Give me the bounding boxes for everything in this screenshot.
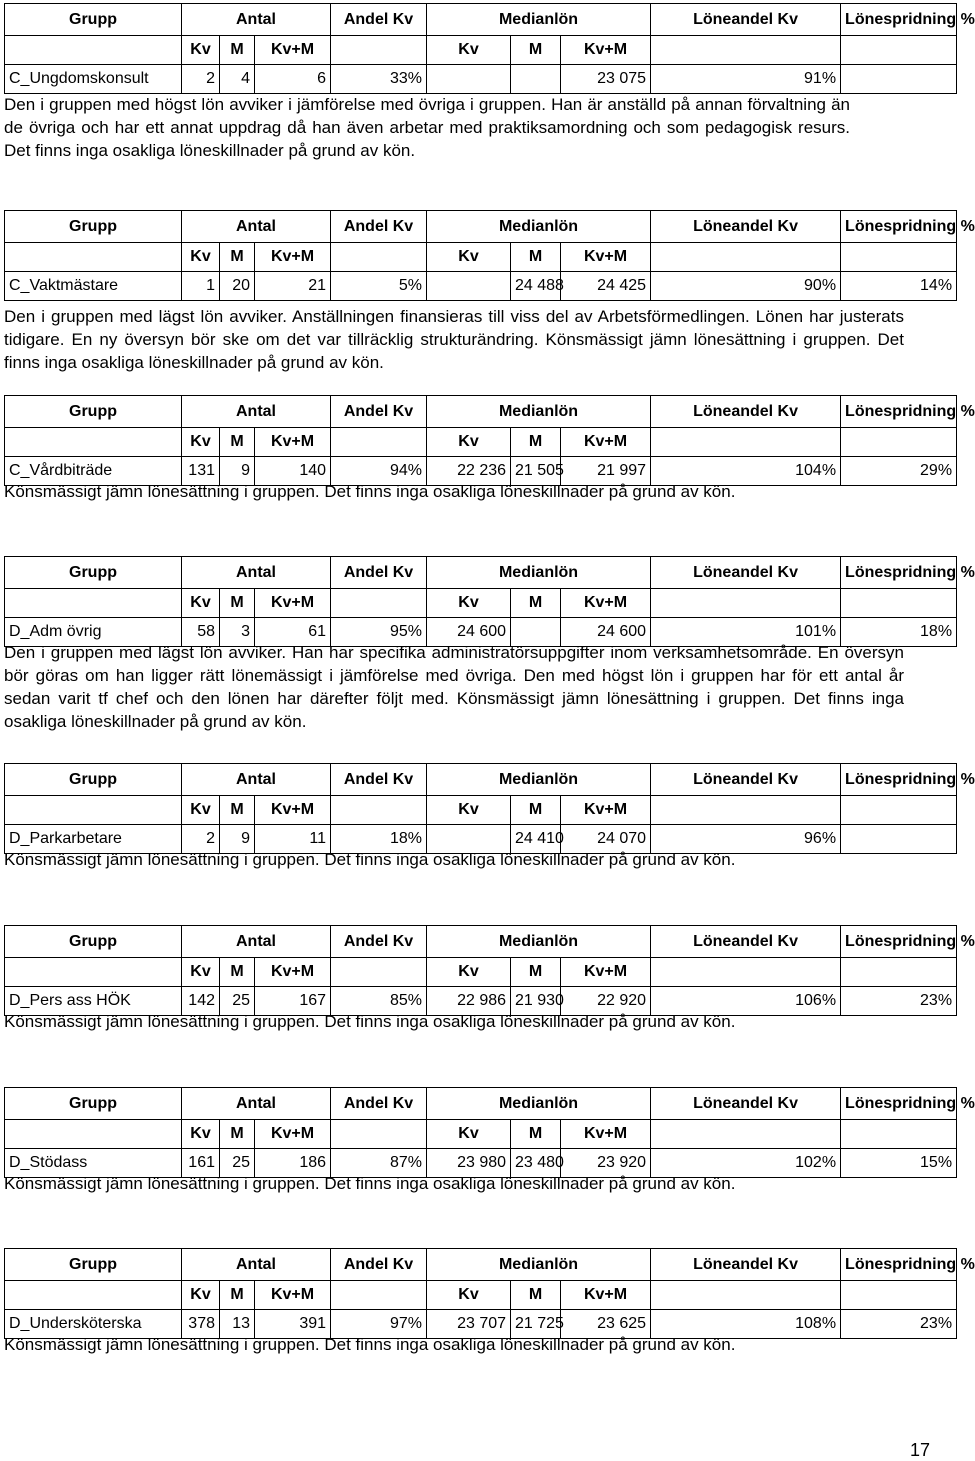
loneandel-kv: 96% (651, 825, 841, 854)
header-loneandel-kv: Löneandel Kv (651, 4, 841, 36)
subheader-row (5, 428, 957, 457)
header-row (5, 557, 957, 589)
subheader-antal-m: M (220, 796, 255, 825)
header-row (5, 1249, 957, 1281)
group-comment: Könsmässigt jämn lönesättning i gruppen. Det finns inga osakliga löneskillnader på grund av kön. (4, 1335, 736, 1354)
loneandel-kv: 106% (651, 987, 841, 1016)
group-name: C_Vaktmästare (5, 272, 182, 301)
median-m: 21 725 (511, 1310, 561, 1339)
subheader-row (5, 1281, 957, 1310)
header-grupp: Grupp (5, 396, 182, 428)
andel-kv: 94% (331, 457, 427, 486)
header-antal: Antal (182, 764, 331, 796)
header-medianlon: Medianlön (427, 557, 651, 589)
median-kv (427, 65, 511, 94)
antal-m: 13 (220, 1310, 255, 1339)
subheader-antal-kv: Kv (182, 243, 220, 272)
antal-kv: 1 (182, 272, 220, 301)
subheader-median-kv: Kv (427, 589, 511, 618)
header-andel-kv: Andel Kv (331, 396, 427, 428)
median-m: 24 488 (511, 272, 561, 301)
antal-m: 20 (220, 272, 255, 301)
header-lonespridning: Lönespridning % (841, 4, 957, 36)
subheader-median-kv: Kv (427, 243, 511, 272)
lonespridning (841, 65, 957, 94)
subheader-median-kvm: Kv+M (561, 36, 651, 65)
header-lonespridning: Lönespridning % (841, 1088, 957, 1120)
antal-kv: 161 (182, 1149, 220, 1178)
loneandel-kv: 108% (651, 1310, 841, 1339)
group-name: D_Pers ass HÖK (5, 987, 182, 1016)
header-medianlon: Medianlön (427, 764, 651, 796)
subheader-median-kv: Kv (427, 796, 511, 825)
subheader-median-m: M (511, 36, 561, 65)
header-loneandel-kv: Löneandel Kv (651, 764, 841, 796)
header-row (5, 4, 957, 36)
header-loneandel-kv: Löneandel Kv (651, 557, 841, 589)
header-andel-kv: Andel Kv (331, 211, 427, 243)
antal-m: 9 (220, 457, 255, 486)
header-grupp: Grupp (5, 1088, 182, 1120)
subheader-antal-kv: Kv (182, 36, 220, 65)
andel-kv: 18% (331, 825, 427, 854)
andel-kv: 33% (331, 65, 427, 94)
loneandel-kv: 91% (651, 65, 841, 94)
subheader-row (5, 1120, 957, 1149)
antal-kv: 2 (182, 65, 220, 94)
antal-kv: 58 (182, 618, 220, 647)
subheader-row (5, 243, 957, 272)
antal-kvm: 21 (255, 272, 331, 301)
subheader-antal-m: M (220, 243, 255, 272)
subheader-antal-m: M (220, 1120, 255, 1149)
header-lonespridning: Lönespridning % (841, 1249, 957, 1281)
antal-kvm: 186 (255, 1149, 331, 1178)
subheader-antal-kv: Kv (182, 1281, 220, 1310)
median-kv: 23 980 (427, 1149, 511, 1178)
header-grupp: Grupp (5, 926, 182, 958)
group-name: D_Adm övrig (5, 618, 182, 647)
salary-table (4, 763, 975, 854)
header-lonespridning: Lönespridning % (841, 396, 957, 428)
median-m: 24 410 (511, 825, 561, 854)
subheader-row (5, 589, 957, 618)
header-andel-kv: Andel Kv (331, 764, 427, 796)
subheader-median-m: M (511, 428, 561, 457)
subheader-median-kvm: Kv+M (561, 428, 651, 457)
median-kvm: 24 425 (561, 272, 651, 301)
subheader-median-m: M (511, 1281, 561, 1310)
subheader-antal-kvm: Kv+M (255, 1281, 331, 1310)
loneandel-kv: 102% (651, 1149, 841, 1178)
andel-kv: 95% (331, 618, 427, 647)
median-kv (427, 272, 511, 301)
antal-m: 25 (220, 1149, 255, 1178)
header-andel-kv: Andel Kv (331, 1249, 427, 1281)
header-antal: Antal (182, 926, 331, 958)
andel-kv: 85% (331, 987, 427, 1016)
group-comment: Könsmässigt jämn lönesättning i gruppen. Det finns inga osakliga löneskillnader på grund av kön. (4, 482, 736, 501)
median-kv: 24 600 (427, 618, 511, 647)
subheader-median-kvm: Kv+M (561, 243, 651, 272)
antal-kv: 131 (182, 457, 220, 486)
subheader-antal-kvm: Kv+M (255, 796, 331, 825)
header-medianlon: Medianlön (427, 1249, 651, 1281)
group-comment: Den i gruppen med lägst lön avviker. Anställningen finansieras till viss del av Arbetsförmedlingen. Lönen har justerats tidigare. En ny översyn bör ske om det var tillräcklig strukturändring. Könsmässigt jämn lönesättning i gruppen. Det finns inga osakliga löneskillnader på grund av kön. (4, 307, 904, 372)
subheader-antal-kv: Kv (182, 796, 220, 825)
group-comment: Könsmässigt jämn lönesättning i gruppen. Det finns inga osakliga löneskillnader på grund av kön. (4, 1012, 736, 1031)
antal-kvm: 11 (255, 825, 331, 854)
lonespridning: 29% (841, 457, 957, 486)
median-m: 23 480 (511, 1149, 561, 1178)
group-name: D_Parkarbetare (5, 825, 182, 854)
data-row (5, 65, 957, 94)
header-loneandel-kv: Löneandel Kv (651, 211, 841, 243)
data-row (5, 272, 957, 301)
antal-kvm: 61 (255, 618, 331, 647)
header-loneandel-kv: Löneandel Kv (651, 1088, 841, 1120)
loneandel-kv: 104% (651, 457, 841, 486)
subheader-median-kvm: Kv+M (561, 796, 651, 825)
header-antal: Antal (182, 396, 331, 428)
header-row (5, 1088, 957, 1120)
antal-kvm: 6 (255, 65, 331, 94)
subheader-antal-kvm: Kv+M (255, 36, 331, 65)
antal-kvm: 140 (255, 457, 331, 486)
andel-kv: 87% (331, 1149, 427, 1178)
subheader-median-kv: Kv (427, 958, 511, 987)
andel-kv: 97% (331, 1310, 427, 1339)
subheader-antal-m: M (220, 36, 255, 65)
lonespridning: 14% (841, 272, 957, 301)
group-name: D_Undersköterska (5, 1310, 182, 1339)
salary-table (4, 925, 975, 1016)
header-antal: Antal (182, 4, 331, 36)
median-kvm: 24 070 (561, 825, 651, 854)
header-lonespridning: Lönespridning % (841, 211, 957, 243)
median-kvm: 23 075 (561, 65, 651, 94)
header-medianlon: Medianlön (427, 1088, 651, 1120)
header-andel-kv: Andel Kv (331, 1088, 427, 1120)
subheader-median-kvm: Kv+M (561, 589, 651, 618)
subheader-antal-m: M (220, 589, 255, 618)
header-grupp: Grupp (5, 764, 182, 796)
header-row (5, 211, 957, 243)
subheader-median-kv: Kv (427, 1120, 511, 1149)
subheader-antal-m: M (220, 958, 255, 987)
antal-m: 9 (220, 825, 255, 854)
subheader-median-m: M (511, 1120, 561, 1149)
subheader-median-kvm: Kv+M (561, 958, 651, 987)
median-kvm: 23 920 (561, 1149, 651, 1178)
salary-table (4, 1248, 975, 1339)
header-andel-kv: Andel Kv (331, 4, 427, 36)
salary-table (4, 210, 975, 301)
lonespridning: 23% (841, 1310, 957, 1339)
subheader-antal-kv: Kv (182, 428, 220, 457)
loneandel-kv: 90% (651, 272, 841, 301)
salary-table (4, 3, 975, 94)
median-m: 21 930 (511, 987, 561, 1016)
header-row (5, 396, 957, 428)
median-kvm: 21 997 (561, 457, 651, 486)
header-loneandel-kv: Löneandel Kv (651, 396, 841, 428)
header-loneandel-kv: Löneandel Kv (651, 1249, 841, 1281)
subheader-antal-m: M (220, 1281, 255, 1310)
salary-table (4, 395, 975, 486)
antal-kvm: 391 (255, 1310, 331, 1339)
header-grupp: Grupp (5, 211, 182, 243)
header-medianlon: Medianlön (427, 4, 651, 36)
header-row (5, 926, 957, 958)
subheader-median-m: M (511, 589, 561, 618)
lonespridning: 18% (841, 618, 957, 647)
median-kvm: 24 600 (561, 618, 651, 647)
subheader-median-kv: Kv (427, 36, 511, 65)
subheader-antal-m: M (220, 428, 255, 457)
subheader-antal-kvm: Kv+M (255, 958, 331, 987)
group-comment: Könsmässigt jämn lönesättning i gruppen. Det finns inga osakliga löneskillnader på grund av kön. (4, 850, 736, 869)
subheader-row (5, 796, 957, 825)
header-grupp: Grupp (5, 557, 182, 589)
subheader-antal-kv: Kv (182, 1120, 220, 1149)
antal-kv: 378 (182, 1310, 220, 1339)
subheader-antal-kv: Kv (182, 958, 220, 987)
header-antal: Antal (182, 1088, 331, 1120)
subheader-median-m: M (511, 958, 561, 987)
header-grupp: Grupp (5, 4, 182, 36)
header-antal: Antal (182, 211, 331, 243)
subheader-median-kvm: Kv+M (561, 1120, 651, 1149)
median-m (511, 65, 561, 94)
lonespridning (841, 825, 957, 854)
page-number: 17 (909, 1440, 930, 1460)
antal-m: 25 (220, 987, 255, 1016)
subheader-row (5, 36, 957, 65)
header-andel-kv: Andel Kv (331, 557, 427, 589)
median-kvm: 22 920 (561, 987, 651, 1016)
subheader-row (5, 958, 957, 987)
median-kv: 22 986 (427, 987, 511, 1016)
header-medianlon: Medianlön (427, 211, 651, 243)
subheader-antal-kvm: Kv+M (255, 1120, 331, 1149)
subheader-antal-kv: Kv (182, 589, 220, 618)
median-kv: 23 707 (427, 1310, 511, 1339)
subheader-antal-kvm: Kv+M (255, 589, 331, 618)
subheader-antal-kvm: Kv+M (255, 243, 331, 272)
header-loneandel-kv: Löneandel Kv (651, 926, 841, 958)
salary-table (4, 1087, 975, 1178)
antal-m: 4 (220, 65, 255, 94)
header-antal: Antal (182, 557, 331, 589)
header-lonespridning: Lönespridning % (841, 926, 957, 958)
antal-kv: 2 (182, 825, 220, 854)
andel-kv: 5% (331, 272, 427, 301)
header-row (5, 764, 957, 796)
subheader-median-kv: Kv (427, 1281, 511, 1310)
salary-table (4, 556, 975, 647)
header-lonespridning: Lönespridning % (841, 557, 957, 589)
median-kv: 22 236 (427, 457, 511, 486)
group-name: C_Vårdbiträde (5, 457, 182, 486)
header-medianlon: Medianlön (427, 396, 651, 428)
subheader-median-kv: Kv (427, 428, 511, 457)
header-grupp: Grupp (5, 1249, 182, 1281)
median-kvm: 23 625 (561, 1310, 651, 1339)
antal-kvm: 167 (255, 987, 331, 1016)
subheader-antal-kvm: Kv+M (255, 428, 331, 457)
median-m: 21 505 (511, 457, 561, 486)
header-lonespridning: Lönespridning % (841, 764, 957, 796)
subheader-median-m: M (511, 796, 561, 825)
group-name: D_Stödass (5, 1149, 182, 1178)
subheader-median-m: M (511, 243, 561, 272)
loneandel-kv: 101% (651, 618, 841, 647)
antal-kv: 142 (182, 987, 220, 1016)
header-antal: Antal (182, 1249, 331, 1281)
group-comment: Den i gruppen med högst lön avviker i jämförelse med övriga i gruppen. Han är anställd på annan förvaltning än de övriga och har ett annat uppdrag då han även arbetar med praktiksamordning och som pedagogisk resurs. Det finns inga osakliga löneskillnader på grund av kön. (4, 95, 850, 160)
antal-m: 3 (220, 618, 255, 647)
header-medianlon: Medianlön (427, 926, 651, 958)
lonespridning: 23% (841, 987, 957, 1016)
group-name: C_Ungdomskonsult (5, 65, 182, 94)
header-andel-kv: Andel Kv (331, 926, 427, 958)
group-comment: Den i gruppen med lägst lön avviker. Han har specifika administratörsuppgifter inom verksamhetsområde. En översyn bör göras om han ligger rätt lönemässigt i jämförelse med övriga. Den med högst lön i gruppen har för ett antal år sedan varit tf chef och den lönen har därefter följt med. Könsmässigt jämn lönesättning i gruppen. Det finns inga osakliga löneskillnader på grund av kön. (4, 643, 904, 731)
lonespridning: 15% (841, 1149, 957, 1178)
subheader-median-kvm: Kv+M (561, 1281, 651, 1310)
group-comment: Könsmässigt jämn lönesättning i gruppen. Det finns inga osakliga löneskillnader på grund av kön. (4, 1174, 736, 1193)
